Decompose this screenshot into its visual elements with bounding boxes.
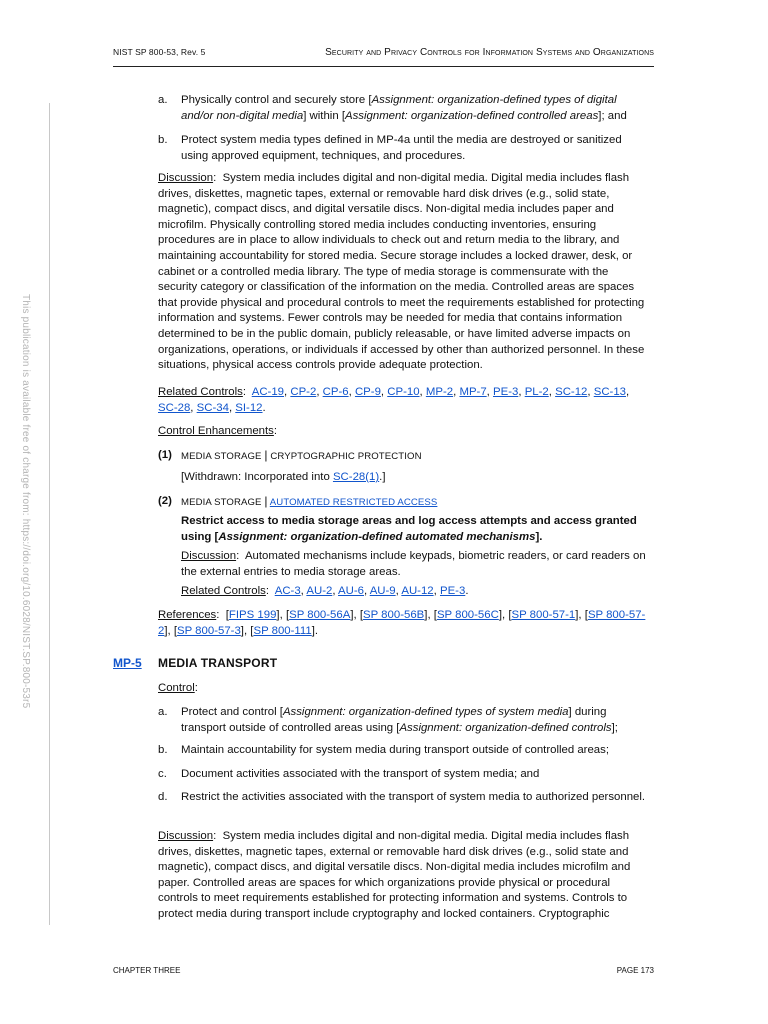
- link-automated-restricted-access[interactable]: AUTOMATED RESTRICTED ACCESS: [269, 497, 438, 508]
- enhancement-2-related-controls: Related Controls: AC-3, AU-2, AU-6, AU-9, AU-12, PE-3.: [181, 585, 469, 597]
- withdrawn-note: [Withdrawn: Incorporated into SC-28(1).]: [181, 471, 386, 483]
- link-sp-800-57-3[interactable]: SP 800-57-3: [177, 624, 241, 637]
- sidebar-rule: [49, 103, 50, 925]
- discussion-paragraph: Discussion: System media includes digital and non-digital media. Digital media includes flash drives, diskettes, magnetic tapes, external or removable hard disk drives (e.g., solid state, magnetic), compact discs, and digital versatile discs. Non-digital media includes paper and microfilm. Physically controlling stored media includes conducting inventories, ensuring procedures are in place to allow individuals to check out and return media to the library, and maintaining accountability for stored media. Secure storage includes a locked drawer, desk, or cabinet or a controlled media library. The type of media storage is commensurate with the security category or classification of the information on the media. Controlled areas are spaces that provide physical and procedural controls to meet the requirements established for protecting information and systems. Fewer controls may be needed for media that contains information determined to be in the public domain, publicly releasable, or have limited adverse impacts on organizations, operations, or individuals if accessed by other than authorized personnel. In these situations, physical access controls provide adequate protection.: [158, 172, 645, 372]
- link-sc-28[interactable]: SC-28: [158, 401, 191, 414]
- link-cp-10[interactable]: CP-10: [387, 386, 420, 398]
- related-controls-links: AC-19, CP-2, CP-6, CP-9, CP-10, MP-2, MP-7, PE-3, PL-2, SC-12, SC-13, SC-28, SC-34, SI-12: [158, 386, 630, 414]
- enhancement-2-requirement: Restrict access to media storage areas and log access attempts and access granted using [Assignment: organization-defined automated mechanisms].: [181, 515, 637, 543]
- link-cp-6[interactable]: CP-6: [322, 386, 349, 398]
- link-sp-800-56c[interactable]: SP 800-56C: [436, 609, 499, 621]
- link-sp-800-111[interactable]: SP 800-111: [253, 624, 312, 637]
- control-id-link[interactable]: MP-5: [113, 656, 142, 670]
- link-sc-13[interactable]: SC-13: [593, 386, 627, 398]
- link-au-9[interactable]: AU-9: [369, 585, 396, 597]
- references: References: [FIPS 199], [SP 800-56A], [SP 800-56B], [SP 800-56C], [SP 800-57-1], [SP 800-57-2], [SP 800-57-3], [SP 800-111].: [158, 609, 646, 637]
- list-marker: b.: [158, 134, 168, 146]
- discussion-label: Discussion: [158, 172, 214, 184]
- link-sp-800-57-1[interactable]: SP 800-57-1: [511, 609, 576, 621]
- related-controls: Related Controls: AC-19, CP-2, CP-6, CP-9, CP-10, MP-2, MP-7, PE-3, PL-2, SC-12, SC-13, SC-28, SC-34, SI-12.: [158, 386, 630, 414]
- link-pe-3[interactable]: PE-3: [493, 386, 519, 398]
- link-pl-2[interactable]: PL-2: [524, 386, 549, 398]
- link-sc-34[interactable]: SC-34: [196, 401, 229, 414]
- enhancement-number: (1): [158, 449, 172, 461]
- mp5-item-b: b. Maintain accountability for system media during transport outside of controlled areas;: [158, 744, 609, 756]
- link-au-12[interactable]: AU-12: [401, 585, 434, 597]
- mp5-item-c: c. Document activities associated with the transport of system media; and: [158, 768, 540, 780]
- enhancement-number: (2): [158, 495, 172, 507]
- discussion-text: System media includes digital and non-digital media. Digital media includes flash drives, diskettes, magnetic tapes, external or removable hard disk drives (e.g., solid state, magnetic), compact discs, and digital versatile discs. Non-digital media includes paper and microfilm. Physically controlling stored media includes conducting inventories, ensuring procedures are in place to allow individuals to check out and return media to the library, and maintaining accountability for stored media. Secure storage includes a locked drawer, desk, or cabinet or a controlled media library. The type of media storage is commensurate with the security category or classification of the information on the media. Controlled areas are spaces that provide physical and procedural controls to meet the requirements established for protecting information and systems. Fewer controls may be needed for media that contains information determined to be in the public domain, publicly releasable, or have limited adverse impacts on organizations, operations, or individuals if accessed by other than authorized personnel. In these situations, physical access controls provide adequate protection.: [158, 172, 645, 372]
- link-fips-199[interactable]: FIPS 199: [228, 609, 277, 621]
- control-label: Control:: [158, 682, 198, 694]
- footer-chapter: CHAPTER THREE: [113, 966, 181, 975]
- enhancement-2-discussion: Discussion: Automated mechanisms include keypads, biometric readers, or card readers on the external entries to media storage areas.: [181, 550, 646, 578]
- link-sp-800-57-2[interactable]: SP 800-57-2: [158, 609, 646, 637]
- mp5-discussion: Discussion: System media includes digital and non-digital media. Digital media includes flash drives, diskettes, magnetic tapes, external or removable hard disk drives (e.g., solid state and magnetic), compact discs, and digital versatile discs. Non-digital media includes microfilm and paper. Controlled areas are spaces for which organizations provide physical or procedural controls to meet requirements established for protecting information and systems. Controls to protect media during transport include cryptography and locked containers. Cryptographic: [158, 830, 631, 920]
- running-header-right: Security and Privacy Controls for Information Systems and Organizations: [325, 47, 654, 58]
- link-pe-3[interactable]: PE-3: [439, 585, 466, 597]
- list-text: Protect system media types defined in MP-4a until the media are destroyed or sanitized using approved equipment, techniques, and procedures.: [181, 134, 622, 162]
- link-sc-12[interactable]: SC-12: [555, 386, 588, 398]
- list-item-b: [158, 133, 650, 164]
- link-sp-800-56a[interactable]: SP 800-56A: [289, 609, 351, 621]
- link-sp-800-56b[interactable]: SP 800-56B: [363, 609, 425, 621]
- mp5-item-a: a. Protect and control [Assignment: organization-defined types of system media] during transport outside of controlled areas using [Assignment: organization-defined controls];: [158, 706, 618, 734]
- running-header-left: NIST SP 800-53, Rev. 5: [113, 47, 206, 57]
- related-controls-label: Related Controls: [158, 386, 243, 398]
- link-mp-2[interactable]: MP-2: [425, 386, 454, 398]
- enhancement-2: (2) MEDIA STORAGE | AUTOMATED RESTRICTED ACCESS: [158, 494, 438, 508]
- header-rule: [113, 66, 654, 67]
- list-item-a: a. Physically control and securely store [Assignment: organization-defined types of digital and/or non-digital media] within [Assignment: organization-defined controlled areas]; and: [158, 94, 627, 122]
- list-marker: a.: [158, 94, 168, 106]
- link-si-12[interactable]: SI-12: [235, 401, 263, 414]
- link-ac-19[interactable]: AC-19: [251, 386, 285, 398]
- link-mp-7[interactable]: MP-7: [459, 386, 487, 398]
- footer-page-number: PAGE 173: [616, 966, 654, 975]
- link-au-6[interactable]: AU-6: [338, 585, 364, 597]
- mp5-item-d: d. Restrict the activities associated with the transport of system media to authorized personnel.: [158, 791, 646, 803]
- control-enhancements-heading: Control Enhancements:: [158, 425, 278, 437]
- link-cp-2[interactable]: CP-2: [290, 386, 317, 398]
- link-ac-3[interactable]: AC-3: [274, 585, 301, 597]
- link-sc-28-1[interactable]: SC-28(1): [332, 471, 380, 483]
- control-title: MEDIA TRANSPORT: [158, 656, 278, 670]
- link-cp-9[interactable]: CP-9: [354, 386, 381, 398]
- availability-notice: This publication is available free of charge from: https://doi.org/10.6028/NIST.SP.800-53r5: [20, 294, 31, 709]
- link-au-2[interactable]: AU-2: [306, 585, 333, 597]
- enhancement-1: (1) MEDIA STORAGE | CRYPTOGRAPHIC PROTECTION: [158, 448, 422, 462]
